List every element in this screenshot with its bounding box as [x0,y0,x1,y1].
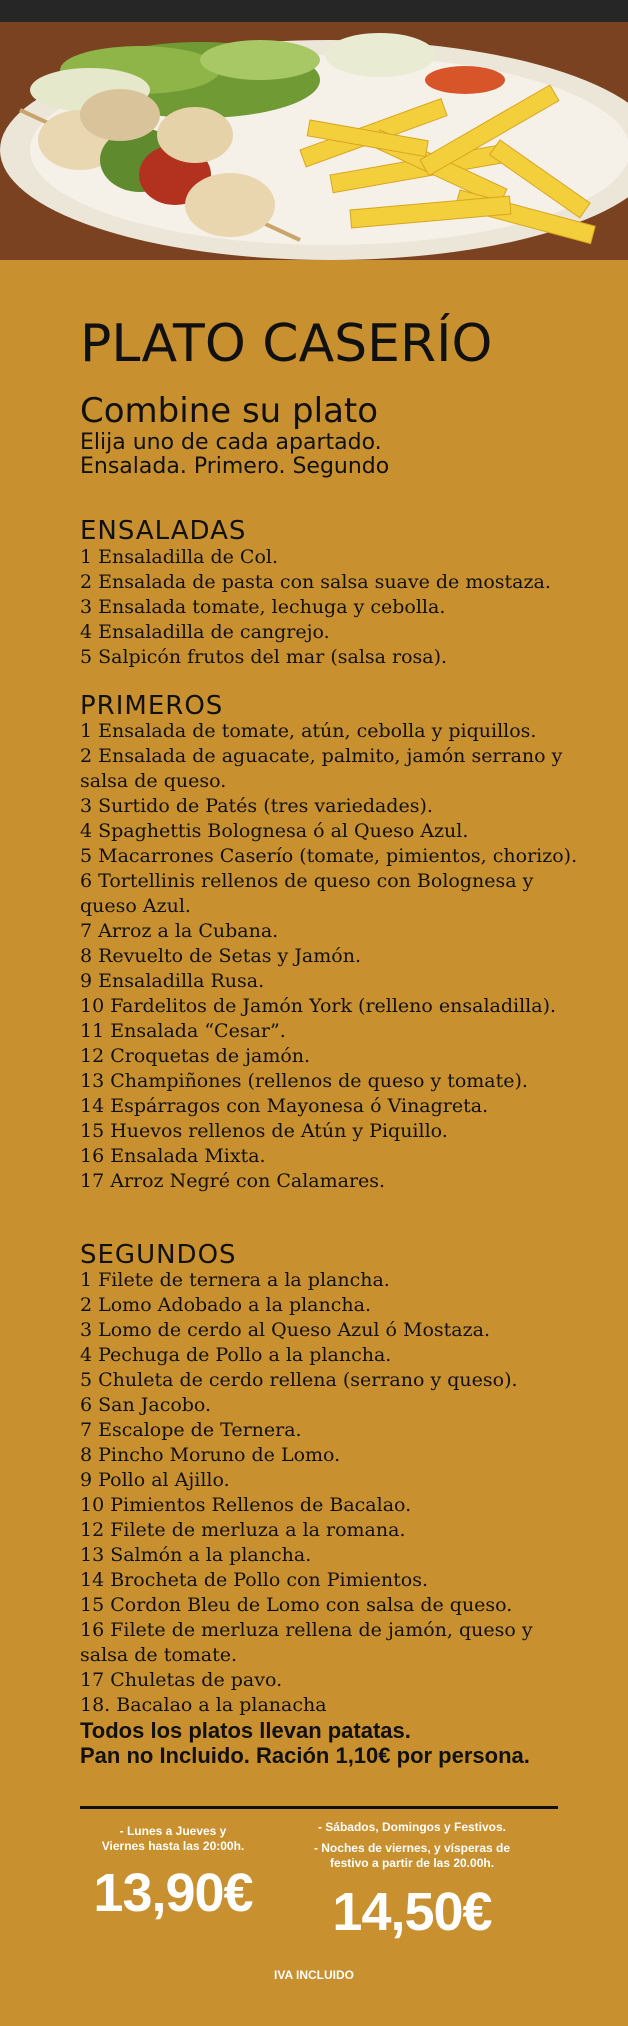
weekday-condition: - Lunes a Jueves y Viernes hasta las 20:00h. [101,1824,245,1853]
instructions [80,431,389,479]
list-item: 9 Pollo al Ajillo. [80,1469,230,1491]
section-title-ensaladas: ENSALADAS [80,516,247,546]
list-item: 17 Chuletas de pavo. [80,1669,283,1691]
food-plate-illustration [0,0,628,260]
list-item: 12 Filete de merluza a la romana. [80,1519,406,1541]
list-item: 1 Filete de ternera a la plancha. [80,1269,390,1291]
list-item: 2 Lomo Adobado a la plancha. [80,1294,371,1316]
instruction-line: Ensalada. Primero. Segundo [80,454,390,479]
section-title-segundos: SEGUNDOS [80,1240,237,1270]
list-item: 8 Revuelto de Setas y Jamón. [80,945,361,967]
list-item: 5 Salpicón frutos del mar (salsa rosa). [80,646,448,668]
list-item: 15 Cordon Bleu de Lomo con salsa de queso. [80,1594,513,1616]
list-item: 13 Salmón a la plancha. [80,1544,312,1566]
list-item: 3 Lomo de cerdo al Queso Azul ó Mostaza. [80,1319,491,1341]
list-item: 10 Fardelitos de Jamón York (relleno ensaladilla). [80,995,557,1017]
list-item: 3 Surtido de Patés (tres variedades). [80,795,433,817]
weekend-price: 14,50€ [332,1882,492,1942]
list-item: 7 Arroz a la Cubana. [80,920,279,942]
note-bread: Pan no Incluido. Ración 1,10€ por persona. [80,1743,530,1768]
hero-food-photo [0,0,628,260]
list-item: 2 Ensalada de pasta con salsa suave de mostaza. [80,571,551,593]
note-potatoes: Todos los platos llevan patatas. [80,1718,411,1743]
weekday-price-box [88,1824,258,1923]
list-item: 6 San Jacobo. [80,1394,212,1416]
weekend-condition-1: - Sábados, Domingos y Festivos. [317,1820,507,1834]
list-item: 3 Ensalada tomate, lechuga y cebolla. [80,596,446,618]
tax-note: IVA INCLUIDO [274,1968,354,1982]
list-item: 13 Champiñones (rellenos de queso y tomate). [80,1070,528,1092]
list-item: 8 Pincho Moruno de Lomo. [80,1444,341,1466]
list-item: 1 Ensaladilla de Col. [80,546,279,568]
divider [80,1806,558,1809]
list-item: 18. Bacalao a la planacha [80,1694,327,1716]
list-item: 14 Espárragos con Mayonesa ó Vinagreta. [80,1095,489,1117]
list-item: 16 Ensalada Mixta. [80,1145,266,1167]
list-item: 14 Brocheta de Pollo con Pimientos. [80,1569,429,1591]
list-item: 4 Spaghettis Bolognesa ó al Queso Azul. [80,820,469,842]
primeros-list [80,719,580,1194]
list-item: 6 Tortellinis rellenos de queso con Bolognesa y queso Azul. [80,870,534,917]
list-item: 15 Huevos rellenos de Atún y Piquillo. [80,1120,448,1142]
segundos-list [80,1268,580,1718]
section-title-primeros: PRIMEROS [80,691,224,721]
list-item: 2 Ensalada de aguacate, palmito, jamón serrano y salsa de queso. [80,745,563,792]
list-item: 17 Arroz Negré con Calamares. [80,1170,386,1192]
list-item: 16 Filete de merluza rellena de jamón, queso y salsa de tomate. [80,1619,533,1666]
weekend-price-box [302,1820,522,1942]
list-item: 12 Croquetas de jamón. [80,1045,311,1067]
list-item: 5 Chuleta de cerdo rellena (serrano y queso). [80,1369,518,1391]
list-item: 7 Escalope de Ternera. [80,1419,302,1441]
list-item: 1 Ensalada de tomate, atún, cebolla y piquillos. [80,720,537,742]
list-item: 11 Ensalada “Cesar”. [80,1020,286,1042]
list-item: 10 Pimientos Rellenos de Bacalao. [80,1494,412,1516]
list-item: 5 Macarrones Caserío (tomate, pimientos, chorizo). [80,845,578,867]
list-item: 4 Ensaladilla de cangrejo. [80,621,330,643]
subtitle: Combine su plato [80,391,379,431]
ensaladas-list [80,545,580,670]
page-title: PLATO CASERÍO [80,314,493,374]
list-item: 9 Ensaladilla Rusa. [80,970,265,992]
instruction-line: Elija uno de cada apartado. [80,430,382,455]
weekend-condition-2: - Noches de viernes, y vísperas de festivo a partir de las 20.00h. [313,1841,511,1870]
list-item: 4 Pechuga de Pollo a la plancha. [80,1344,392,1366]
weekday-price: 13,90€ [93,1863,253,1923]
